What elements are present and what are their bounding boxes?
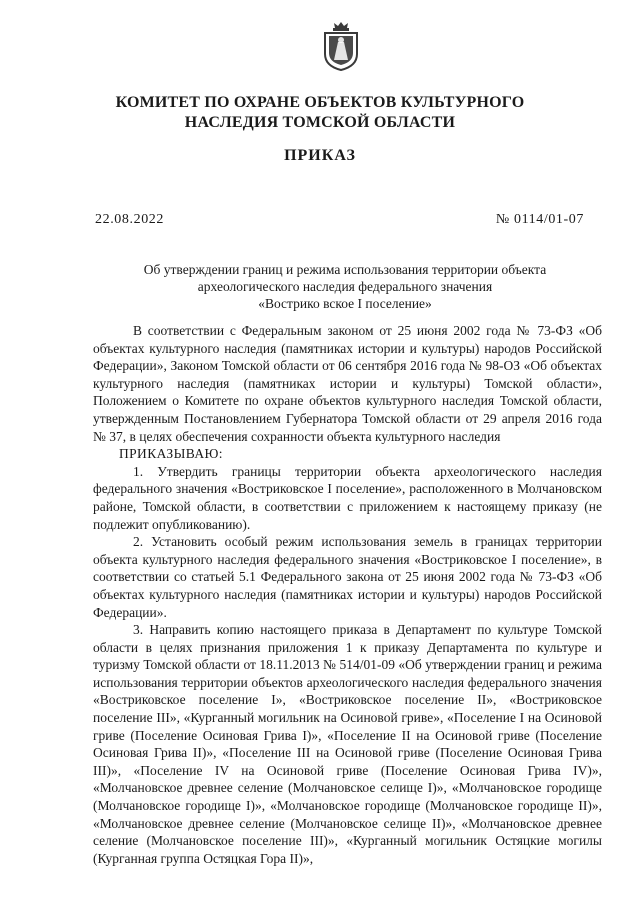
document-type: ПРИКАЗ (284, 147, 356, 164)
subject-line: археологического наследия федерального значения (197, 279, 493, 294)
coat-of-arms-icon (322, 20, 360, 72)
organization-name (0, 93, 640, 133)
preamble-paragraph: В соответствии с Федеральным законом от 25 июня 2002 года № 73-ФЗ «Об объектах культурного наследия (памятниках истории и культуры) народов Российской Федерации», Законом Томской области от 06 сентября 2016 года № 98-ОЗ «Об объектах культурного наследия (памятниках истории и культуры) Томской области», Положением о Комитете по охране объектов культурного наследия Томской области, утвержденным Постановлением Губернатора Томской области от 29 апреля 2016 года № 37, в целях обеспечения сохранности объекта культурного наследия (93, 323, 602, 444)
organization-name-line: НАСЛЕДИЯ ТОМСКОЙ ОБЛАСТИ (184, 114, 456, 131)
order-item-2: 2. Установить особый режим использования земель в границах территории объекта культурного наследия федерального значения «Востриковское I поселение», в соответствии со статьей 5.1 Федерального закона от 25 июня 2002 года № 73-ФЗ «Об объектах культурного наследия (памятниках истории и культуры) народов Российской Федерации». (93, 534, 602, 620)
document-body (93, 322, 602, 867)
document-number: № 0114/01-07 (495, 212, 584, 227)
organization-name-line: КОМИТЕТ ПО ОХРАНЕ ОБЪЕКТОВ КУЛЬТУРНОГО (115, 94, 525, 111)
document-date: 22.08.2022 (95, 212, 164, 227)
order-word: ПРИКАЗЫВАЮ: (119, 446, 223, 462)
subject-line: «Вострико вское I поселение» (258, 296, 432, 311)
document-subject (100, 261, 590, 312)
order-item-1: 1. Утвердить границы территории объекта археологического наследия федерального значения «Востриковское I поселение», расположенного в Молчановском районе, Томской области, в соответствии с приложением к настоящему приказу (не подлежит опубликованию). (93, 463, 602, 532)
order-item-3: 3. Направить копию настоящего приказа в Департамент по культуре Томской области в целях признания приложения 1 к приказу Департамента по культуре и туризму Томской области от 18.11.2013 № 514/01-09 «Об утверждении границ и режима использования территории объектов археологического наследия федерального значения «Востриковское поселение I», «Востриковское поселение II», «Востриковское поселение III», «Курганный могильник на Осиновой гриве», «Поселение I на Осиновой гриве (Поселение Осиновая Грива I)», «Поселение II на Осиновой гриве (Поселение Осиновая Грива II)», «Поселение III на Осиновой гриве (Поселение Осиновая Грива III)», «Поселение IV на Осиновой гриве (Поселение Осиновая Грива IV)», «Молчановское древнее селение (Молчановское селище I)», «Молчановское городище (Молчановское городище I)», «Молчановское городище (Молчановское городище II)», «Молчановское древнее селение (Молчановское селище II)», «Молчановское древнее селение (Молчановское поселение III)», «Курганный могильник Остяцкие могилы (Курганная группа Остяцкая Гора II)», (93, 622, 602, 866)
subject-line: Об утверждении границ и режима использования территории объекта (143, 262, 547, 277)
